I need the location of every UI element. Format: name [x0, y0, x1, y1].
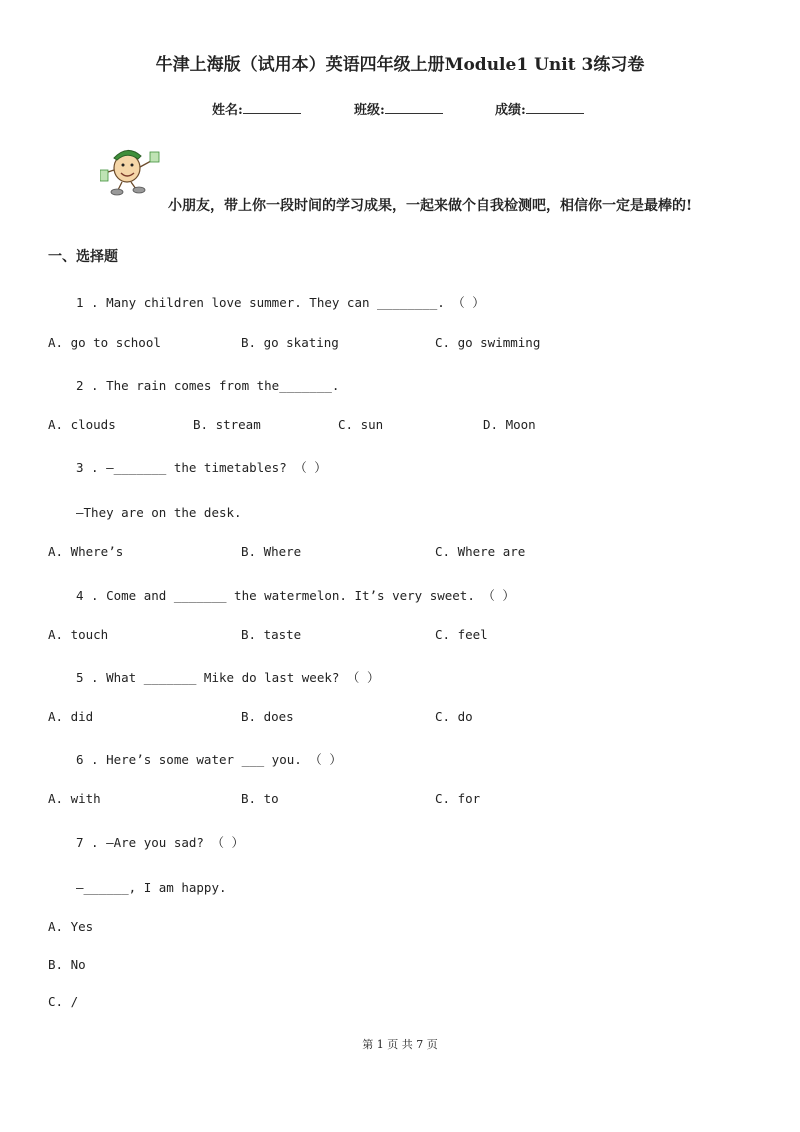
option[interactable]: A. Yes: [48, 919, 94, 934]
page-title: 牛津上海版（试用本）英语四年级上册Module1 Unit 3练习卷: [155, 55, 645, 75]
option[interactable]: C. go swimming: [435, 335, 541, 350]
option[interactable]: C. for: [435, 791, 481, 806]
name-field: [212, 99, 301, 118]
question-stem: 7 . —Are you sad? （ ）: [76, 835, 244, 850]
class-field: [354, 99, 443, 118]
option[interactable]: B. go skating: [241, 335, 339, 350]
option[interactable]: B. Where: [241, 544, 302, 559]
question-line: —______, I am happy.: [76, 880, 227, 895]
score-field: [495, 99, 584, 118]
question-stem: 4 . Come and _______ the watermelon. It’s very sweet. （ ）: [76, 588, 515, 603]
section-title: 一、选择题: [48, 249, 118, 265]
option[interactable]: A. Where’s: [48, 544, 124, 559]
question-stem: 6 . Here’s some water ___ you. （ ）: [76, 752, 342, 767]
encouragement-text: 小朋友，带上你一段时间的学习成果，一起来做个自我检测吧，相信你一定是最棒的!: [168, 198, 693, 214]
question-stem: 3 . —_______ the timetables? （ ）: [76, 460, 327, 475]
option[interactable]: B. stream: [193, 417, 261, 432]
class-label: 班级:: [354, 103, 385, 118]
option[interactable]: C. /: [48, 994, 79, 1009]
option[interactable]: A. touch: [48, 627, 109, 642]
option[interactable]: B. taste: [241, 627, 302, 642]
question-stem: 2 . The rain comes from the_______.: [76, 378, 340, 393]
question-stem: 1 . Many children love summer. They can ________. （ ）: [76, 295, 485, 310]
name-label: 姓名:: [212, 103, 243, 118]
option[interactable]: A. go to school: [48, 335, 161, 350]
page-footer: 第 1 页 共 7 页: [362, 1038, 438, 1051]
option[interactable]: C. feel: [435, 627, 488, 642]
option[interactable]: A. with: [48, 791, 101, 806]
name-blank[interactable]: [243, 101, 301, 114]
option[interactable]: B. to: [241, 791, 279, 806]
option[interactable]: C. sun: [338, 417, 384, 432]
option[interactable]: C. Where are: [435, 544, 526, 559]
option[interactable]: A. did: [48, 709, 94, 724]
score-label: 成绩:: [495, 103, 526, 118]
question-stem: 5 . What _______ Mike do last week? （ ）: [76, 670, 380, 685]
cartoon-mascot-icon: [100, 140, 164, 198]
score-blank[interactable]: [526, 101, 584, 114]
class-blank[interactable]: [385, 101, 443, 114]
option[interactable]: D. Moon: [483, 417, 536, 432]
question-line: —They are on the desk.: [76, 505, 242, 520]
option[interactable]: B. does: [241, 709, 294, 724]
option[interactable]: B. No: [48, 957, 86, 972]
option[interactable]: A. clouds: [48, 417, 116, 432]
option[interactable]: C. do: [435, 709, 473, 724]
